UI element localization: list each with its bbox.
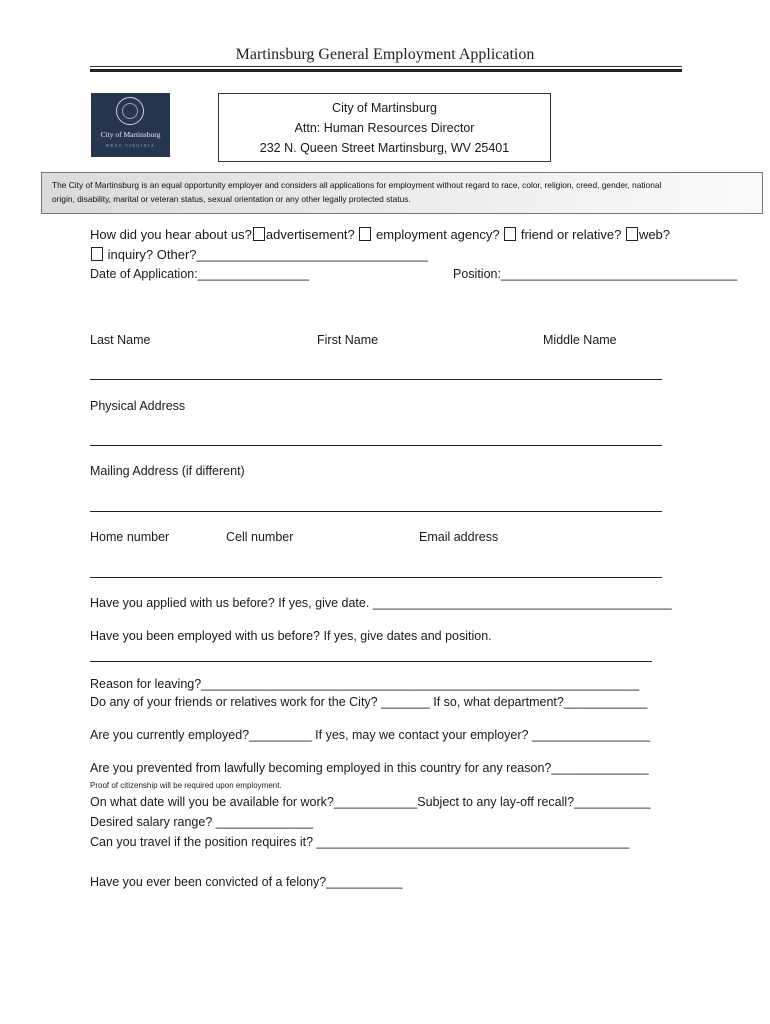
employed-before-question: Have you been employed with us before? If yes, give dates and position. [90, 629, 492, 643]
address-line-2: Attn: Human Resources Director [294, 121, 475, 135]
title-rule-thin [90, 66, 682, 67]
desired-salary-question[interactable]: Desired salary range? ______________ [90, 815, 314, 829]
physical-address-label: Physical Address [90, 399, 186, 413]
opt-advertisement-label: advertisement? [265, 227, 355, 242]
checkbox-inquiry[interactable] [91, 247, 103, 261]
hear-about-prompt: How did you hear about us? [90, 227, 252, 242]
name-input-line[interactable] [90, 379, 662, 380]
opt-friend-label: friend or relative? [520, 227, 622, 242]
checkbox-web[interactable] [626, 227, 638, 241]
inquiry-row [90, 247, 428, 262]
position-field[interactable]: Position:__________________________________ [453, 267, 738, 281]
first-name-label: First Name [317, 333, 379, 347]
middle-name-label: Middle Name [543, 333, 617, 347]
felony-question[interactable]: Have you ever been convicted of a felony?___________ [90, 875, 403, 889]
reason-leaving-question[interactable]: Reason for leaving?_______________________________________________________________ [90, 677, 640, 691]
opt-agency-label: employment agency? [376, 227, 500, 242]
last-name-label: Last Name [90, 333, 151, 347]
title-rule-thick [90, 69, 682, 72]
notice-line-2: origin, disability, marital or veteran status, sexual orientation or any other legally protected status. [52, 194, 411, 204]
document-title: Martinsburg General Employment Application [235, 46, 535, 63]
applied-before-question[interactable]: Have you applied with us before? If yes, give date. ___________________________________________ [90, 596, 672, 610]
available-date-question[interactable]: On what date will you be available for work?____________Subject to any lay-off recall?___________ [90, 795, 651, 809]
employed-before-input-line[interactable] [90, 661, 652, 662]
logo-subtitle: WEST VIRGINIA [105, 143, 156, 148]
hear-about-row [90, 227, 670, 242]
cell-number-label: Cell number [226, 530, 294, 544]
currently-employed-question[interactable]: Are you currently employed?_________ If yes, may we contact your employer? _________________ [90, 728, 651, 742]
logo-name: City of Martinsburg [100, 130, 161, 139]
physical-address-input-line[interactable] [90, 445, 662, 446]
travel-question[interactable]: Can you travel if the position requires it? _____________________________________________ [90, 835, 630, 849]
address-line-3: 232 N. Queen Street Martinsburg, WV 25401 [259, 141, 510, 155]
address-box [218, 93, 551, 162]
address-line-1: City of Martinsburg [332, 101, 437, 115]
notice-line-1: The City of Martinsburg is an equal opportunity employer and considers all applications for employment without regard to race, color, religion, creed, gender, national [52, 180, 662, 190]
checkbox-friend-relative[interactable] [504, 227, 516, 241]
checkbox-advertisement[interactable] [253, 227, 265, 241]
checkbox-employment-agency[interactable] [359, 227, 371, 241]
equal-opportunity-notice [41, 172, 763, 214]
prevented-question[interactable]: Are you prevented from lawfully becoming employed in this country for any reason?______________ [90, 761, 649, 775]
seal-emblem-icon [116, 97, 144, 125]
mailing-address-input-line[interactable] [90, 511, 662, 512]
email-address-label: Email address [419, 530, 499, 544]
opt-inquiry-label[interactable]: inquiry? Other?________________________________ [107, 247, 428, 262]
friends-work-question[interactable]: Do any of your friends or relatives work for the City? _______ If so, what department?____________ [90, 695, 648, 709]
opt-web-label: web? [638, 227, 671, 242]
citizenship-note: Proof of citizenship will be required upon employment. [90, 781, 282, 790]
mailing-address-label: Mailing Address (if different) [90, 464, 245, 478]
city-seal-logo [91, 93, 170, 157]
home-number-label: Home number [90, 530, 170, 544]
date-of-application-field[interactable]: Date of Application:________________ [90, 267, 309, 281]
contact-input-line[interactable] [90, 577, 662, 578]
